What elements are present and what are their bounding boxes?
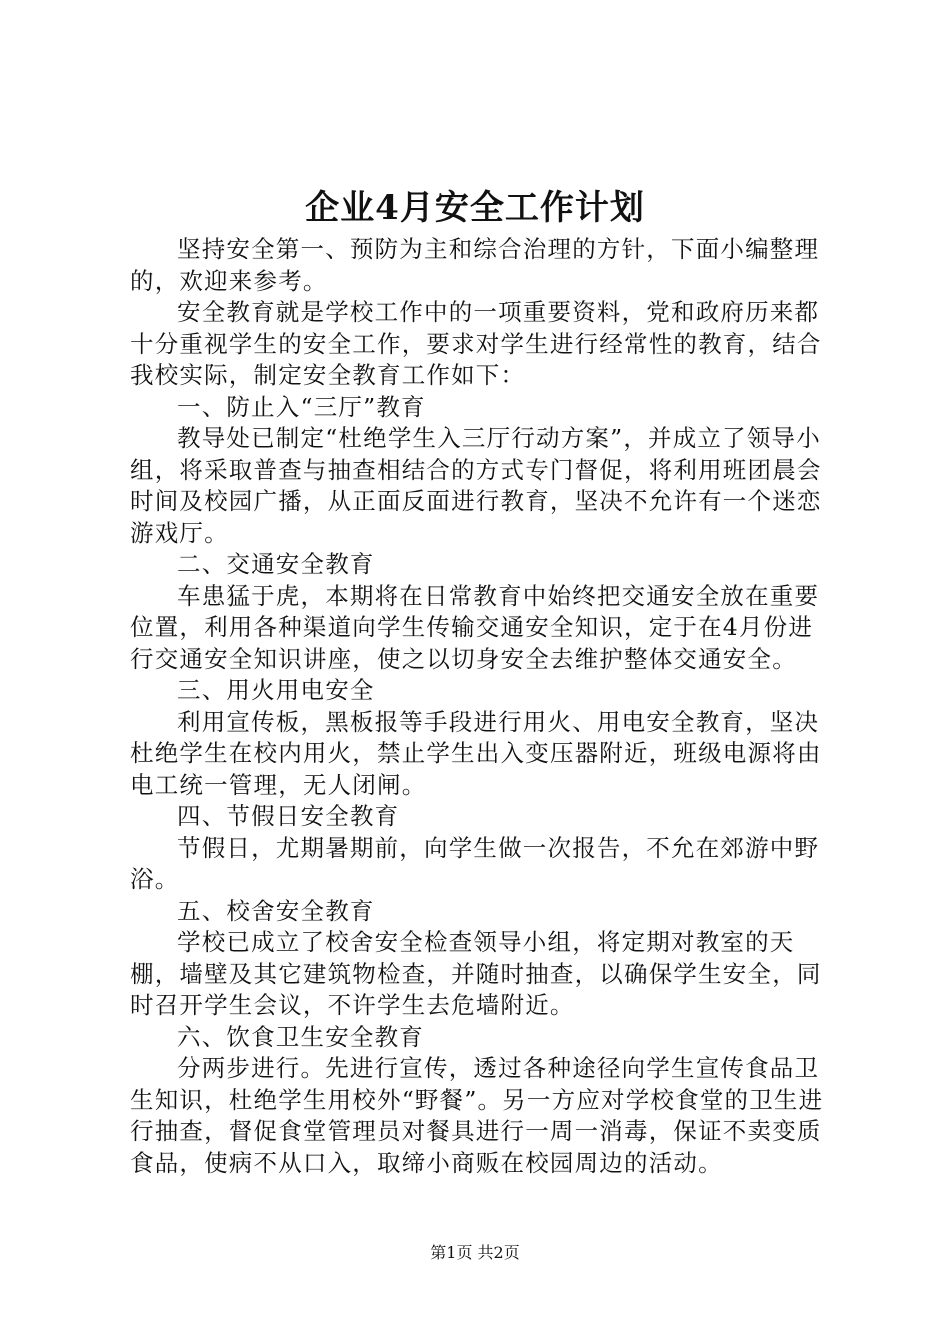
section-heading: 二、交通安全教育	[177, 550, 375, 578]
document-title: 企业4月安全工作计划	[305, 188, 645, 228]
paragraph: 安全教育就是学校工作中的一项重要资料，党和政府历来都十分重视学生的安全工作，要求对学生进行经常性的教育，结合我校实际，制定安全教育工作如下：	[130, 298, 822, 389]
section-heading: 三、用火用电安全	[177, 676, 375, 704]
paragraph: 节假日，尤期暑期前，向学生做一次报告，不允在郊游中野浴。	[130, 833, 820, 893]
paragraph: 教导处已制定“杜绝学生入三厅行动方案”，并成立了领导小组，将采取普查与抽查相结合的方式专门督促，将利用班团晨会时间及校园广播，从正面反面进行教育，坚决不允许有一个迷恋游戏厅。	[130, 424, 822, 547]
section-heading: 四、节假日安全教育	[177, 802, 400, 830]
paragraph: 分两步进行。先进行宣传，透过各种途径向学生宣传食品卫生知识，杜绝学生用校外“野餐”。另一方应对学校食堂的卫生进行抽查，督促食堂管理员对餐具进行一周一消毒，保证不卖变质食品，使病不从口入，取缔小商贩在校园周边的活动。	[130, 1054, 824, 1177]
section-heading: 一、防止入“三厅”教育	[177, 392, 426, 421]
paragraph: 学校已成立了校舍安全检查领导小组，将定期对教室的天棚，墙壁及其它建筑物检查，并随时抽查，以确保学生安全，同时召开学生会议，不许学生去危墙附近。	[130, 928, 822, 1019]
paragraph: 坚持安全第一、预防为主和综合治理的方针，下面小编整理的，欢迎来参考。	[130, 235, 820, 295]
paragraph: 利用宣传板，黑板报等手段进行用火、用电安全教育，坚决杜绝学生在校内用火，禁止学生出入变压器附近，班级电源将由电工统一管理，无人闭闸。	[130, 707, 822, 799]
page-number-footer: 第1页 共2页	[430, 1243, 520, 1262]
section-heading: 五、校舍安全教育	[177, 896, 375, 925]
paragraph: 车患猛于虎，本期将在日常教育中始终把交通安全放在重要位置，利用各种渠道向学生传输交通安全知识，定于在4月份进行交通安全知识讲座，使之以切身安全去维护整体交通安全。	[130, 581, 820, 673]
section-heading: 六、饮食卫生安全教育	[177, 1022, 424, 1051]
document-body	[130, 234, 835, 1179]
